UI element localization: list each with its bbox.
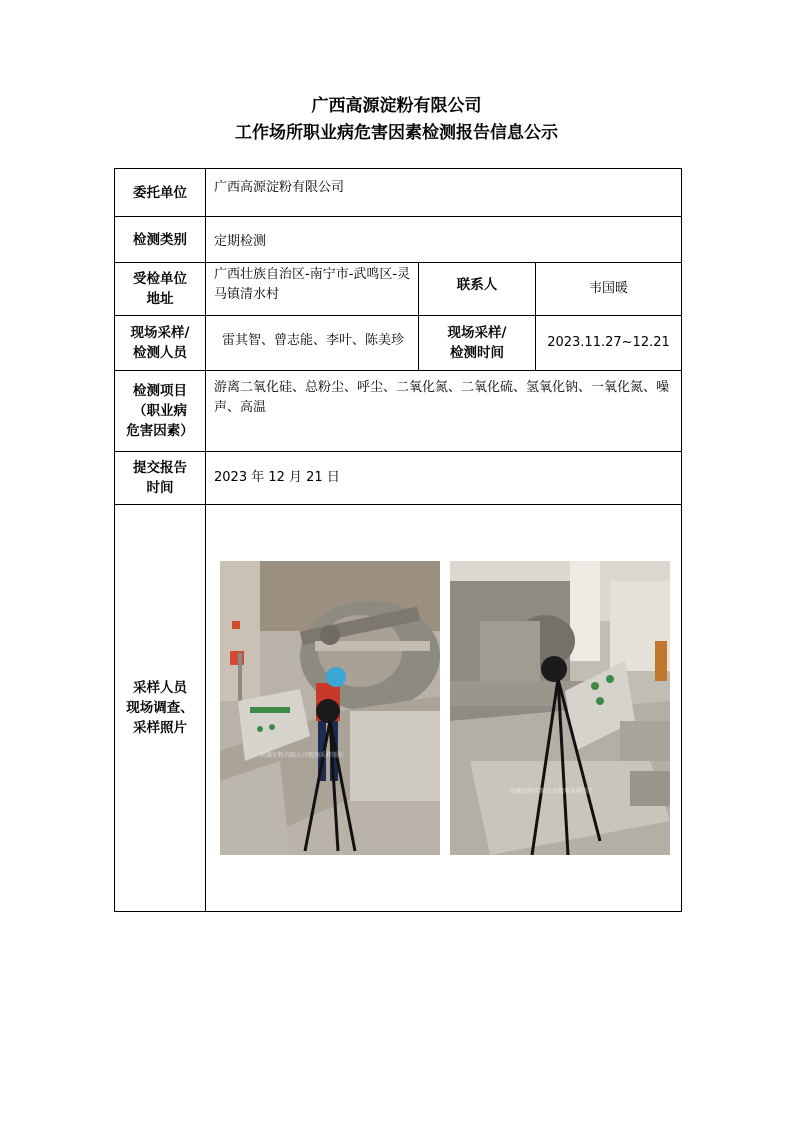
company-title: 广西高源淀粉有限公司	[311, 96, 482, 116]
category-value: 定期检测	[214, 234, 267, 249]
items-value: 游离二氧化硅、总粉尘、呼尘、二氧化氮、二氧化硫、氢氧化钠、一氧化氮、噪声、高温	[214, 380, 670, 415]
watermark-2: 高源淀粉有限公司现场采样照片	[510, 788, 595, 795]
site-photo-1	[220, 561, 440, 855]
sampling-time-label: 现场采样/ 检测时间	[447, 325, 507, 361]
category-label: 检测类别	[133, 231, 187, 248]
report-date-value: 2023 年 12 月 21 日	[214, 470, 340, 485]
info-table	[114, 168, 682, 912]
watermark-1: 高源淀粉有限公司现场采样照片	[260, 752, 345, 759]
photos-label: 采样人员 现场调查、 采样照片	[126, 680, 194, 736]
address-label: 受检单位 地址	[133, 271, 187, 307]
staff-value: 雷其智、曾志能、李叶、陈美珍	[221, 333, 404, 348]
client-value: 广西高源淀粉有限公司	[214, 179, 345, 195]
report-date-label: 提交报告 时间	[133, 460, 187, 496]
contact-label: 联系人	[456, 277, 498, 293]
client-label: 委托单位	[133, 184, 187, 201]
site-photo-2	[450, 561, 670, 855]
staff-label: 现场采样/ 检测人员	[130, 325, 190, 361]
report-title: 工作场所职业病危害因素检测报告信息公示	[235, 123, 558, 143]
items-label: 检测项目 （职业病 危害因素）	[126, 383, 194, 439]
contact-value: 韦国暖	[588, 281, 628, 296]
table-border-right	[681, 168, 682, 912]
sampling-time-value: 2023.11.27~12.21	[547, 335, 670, 350]
address-value: 广西壮族自治区-南宁市-武鸣区-灵马镇清水村	[214, 267, 411, 302]
table-border-bottom	[114, 911, 682, 912]
